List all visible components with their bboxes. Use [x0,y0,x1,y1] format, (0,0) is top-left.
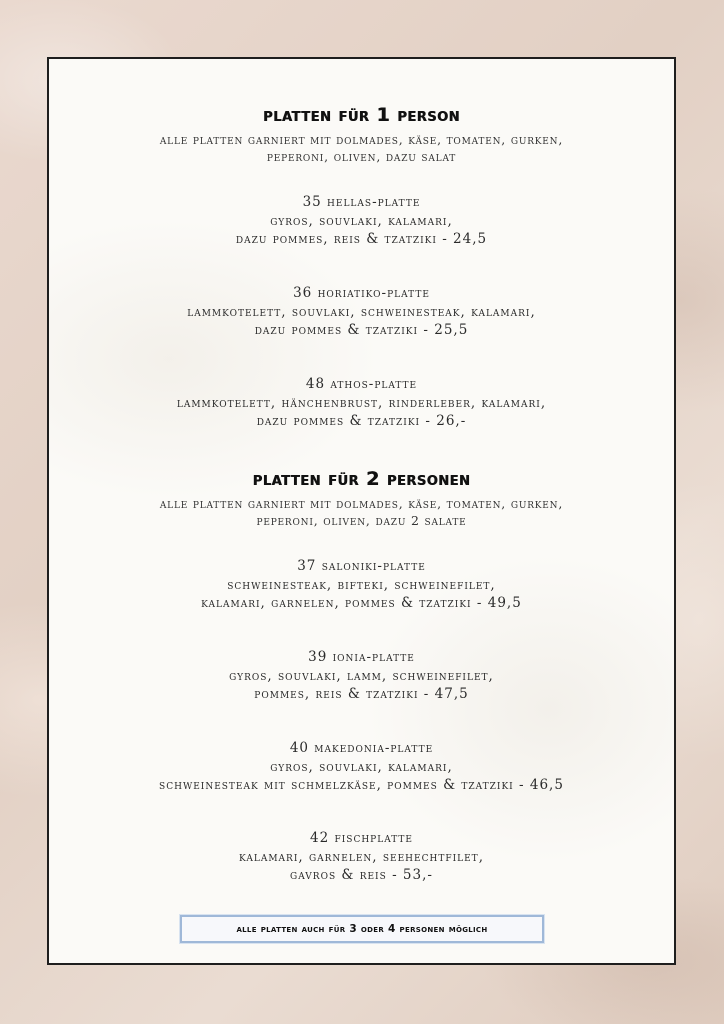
item-description: schweinesteak mit schmelzkäse, pommes & tzatziki - 46,5 [159,777,564,793]
subtitle-line: peperoni, oliven, dazu 2 salate [256,513,467,528]
section-title-1-person: platten für 1 person [263,104,460,126]
menu-item-42 [49,829,674,885]
item-description: dazu pommes, reis & tzatziki - 24,5 [235,231,488,247]
item-description: dazu pommes & tzatziki - 26,- [256,413,467,429]
item-description: lammkotelett, souvlaki, schweinesteak, kalamari, [187,303,536,320]
menu-item-39 [49,648,674,704]
item-description: schweinesteak, bifteki, schweinefilet, [227,576,496,593]
item-description: kalamari, garnelen, seehechtfilet, [239,848,484,865]
item-heading: 40 makedonia-platte [289,740,434,756]
item-description: lammkotelett, hänchenbrust, rinderleber, kalamari, [176,394,547,411]
menu-item-36 [49,284,674,340]
item-description: gyros, souvlaki, lamm, schweinefilet, [229,667,494,684]
item-heading: 39 ionia-platte [308,649,415,665]
item-heading: 36 horiatiko-platte [293,285,430,301]
item-description: pommes, reis & tzatziki - 47,5 [254,686,469,702]
item-heading: 48 athos-platte [305,376,418,392]
menu-item-40 [49,739,674,795]
subtitle-line: peperoni, oliven, dazu salat [266,149,457,164]
item-description: gyros, souvlaki, kalamari, [270,758,453,775]
subtitle-line: alle platten garniert mit dolmades, käse, tomaten, gurken, [159,132,564,147]
menu-item-37 [49,557,674,613]
item-description: gyros, souvlaki, kalamari, [270,212,453,229]
subtitle-line: alle platten garniert mit dolmades, käse, tomaten, gurken, [159,496,564,511]
item-description: gavros & reis - 53,- [290,867,433,883]
menu-card [47,57,676,965]
section-title-2-personen: platten für 2 personen [252,468,471,490]
item-heading: 35 hellas-platte [302,194,421,210]
section-subtitle-1-person [49,131,674,165]
item-heading: 37 saloniki-platte [297,558,426,574]
footer-note-box: alle platten auch für 3 oder 4 personen möglich [180,915,544,943]
item-description: dazu pommes & tzatziki - 25,5 [254,322,469,338]
menu-item-48 [49,375,674,431]
menu-item-35 [49,193,674,249]
item-description: kalamari, garnelen, pommes & tzatziki - 49,5 [201,595,522,611]
section-subtitle-2-personen [49,495,674,529]
item-heading: 42 fischplatte [310,830,413,846]
